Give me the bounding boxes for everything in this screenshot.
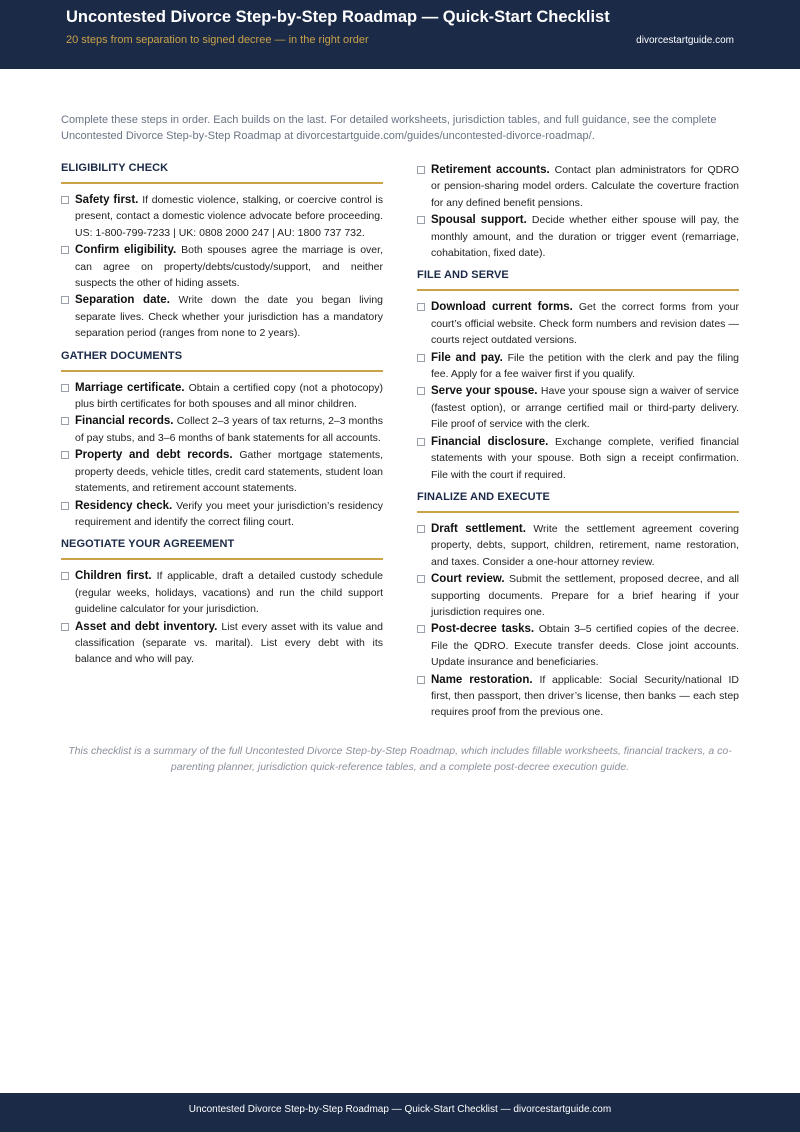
section-title: FILE AND SERVE (417, 269, 739, 291)
item-text: Get the correct forms from your court’s official website. Check form numbers and revision dates — courts reject outdated versions. (431, 301, 739, 347)
item-text: Verify you meet your jurisdiction’s residency requirement and identify the correct filing court. (75, 499, 383, 528)
item-text: Have your spouse sign a waiver of service (fastest option), or arrange certified mail or third-party delivery. File proof of service with the clerk. (431, 385, 739, 431)
page-subtitle: 20 steps from separation to signed decree — in the right order (66, 34, 369, 46)
item-text: Contact plan administrators for QDRO or pension-sharing model orders. Calculate the coverture fraction for any defined benefit pensions. (431, 164, 739, 209)
checkbox[interactable] (417, 575, 425, 583)
checkbox[interactable] (61, 451, 69, 459)
section-gather-documents (61, 350, 383, 531)
page-footer (0, 1093, 800, 1132)
item-title: Asset and debt inventory. (75, 620, 222, 633)
item-text: Write down the date you began living separate lives. Check whether your jurisdiction has a mandatory separation period (ranges from none to 2 years). (75, 294, 383, 340)
item-title: Financial records. (75, 415, 177, 428)
section-file-and-serve (417, 269, 739, 482)
checkbox[interactable] (61, 502, 69, 510)
item-title: Property and debt records. (75, 449, 240, 462)
checkbox[interactable] (417, 525, 425, 533)
item-title: Separation date. (75, 294, 179, 307)
checkbox[interactable] (61, 384, 69, 392)
checklist-item (417, 212, 739, 261)
checklist-item (61, 192, 383, 241)
item-text: Exchange complete, verified financial statements with your spouse. Both sign a receipt confirmation. File with the court if required. (431, 435, 739, 481)
section-negotiate-agreement (61, 538, 383, 667)
item-text: Write the settlement agreement covering property, debts, support, children, retirement, name restoration, and taxes. Consider a one-hour attorney review. (431, 522, 739, 568)
checklist-item (61, 413, 383, 446)
item-text: If applicable, draft a detailed custody schedule (regular weeks, holidays, vacations) and run the child support guideline calculator for your jurisdiction. (75, 570, 384, 616)
item-title: File and pay. (431, 351, 508, 364)
header-site-name: divorcestartguide.com (636, 35, 734, 46)
checklist-item (417, 621, 739, 670)
item-text: Decide whether either spouse will pay, the monthly amount, and the duration or trigger event (remarriage, cohabitation, fixed date). (431, 214, 739, 260)
item-text: Obtain 3–5 certified copies of the decree. File the QDRO. Execute transfer deeds. Close joint accounts. Update insurance and beneficiaries. (431, 623, 739, 669)
checklist-item (61, 498, 383, 531)
summary-note: This checklist is a summary of the full Uncontested Divorce Step-by-Step Roadmap, which includes fillable worksheets, financial trackers, a co-parenting planner, jurisdiction quick-reference tables, and a complete post-decree execution guide. (68, 745, 732, 773)
page-title: Uncontested Divorce Step-by-Step Roadmap — Quick-Start Checklist (66, 8, 610, 26)
item-text: If domestic violence, stalking, or coercive control is present, contact a domestic violence advocate before proceeding. US: 1-800-799-7233 | UK: 0808 2000 247 | AU: 1800 737 732. (75, 194, 384, 239)
checklist-item (61, 292, 383, 341)
item-text: If applicable: Social Security/national ID first, then passport, then driver’s license, then banks — each step requires proof from the previous one. (431, 673, 739, 719)
checkbox[interactable] (61, 417, 69, 425)
checklist-item (417, 434, 739, 483)
section-eligibility-check (61, 162, 383, 342)
checklist-column-right (417, 162, 739, 729)
checkbox[interactable] (417, 303, 425, 311)
checkbox[interactable] (417, 676, 425, 684)
item-text: File the petition with the clerk and pay the filing fee. Apply for a fee waiver first if you qualify. (431, 351, 739, 381)
checklist-item (417, 162, 739, 211)
item-text: Collect 2–3 years of tax returns, 2–3 months of pay stubs, and 3–6 months of bank statements for all accounts. (75, 415, 383, 444)
section-title: ELIGIBILITY CHECK (61, 162, 383, 184)
checkbox[interactable] (61, 196, 69, 204)
item-title: Draft settlement. (431, 522, 534, 535)
item-title: Financial disclosure. (431, 435, 556, 448)
item-text: List every asset with its value and classification (separate vs. marital). List every debt with its balance and who will pay. (75, 620, 383, 666)
checkbox[interactable] (417, 166, 425, 174)
section-title: GATHER DOCUMENTS (61, 350, 383, 372)
checkbox[interactable] (61, 246, 69, 254)
item-title: Residency check. (75, 499, 177, 512)
item-text: Obtain a certified copy (not a photocopy) plus birth certificates for both spouses and all minor children. (75, 381, 384, 411)
section-negotiate-agreement-continued (417, 162, 739, 261)
item-title: Serve your spouse. (431, 385, 541, 398)
checkbox[interactable] (417, 216, 425, 224)
checkbox[interactable] (417, 387, 425, 395)
checkbox[interactable] (61, 572, 69, 580)
checkbox[interactable] (417, 354, 425, 362)
checkbox[interactable] (61, 296, 69, 304)
item-title: Safety first. (75, 194, 143, 206)
item-text: Both spouses agree the marriage is over, can agree on property/debts/custody/support, and neither suspects the other of hiding assets. (75, 244, 383, 290)
item-title: Spousal support. (431, 214, 532, 227)
checklist-item (61, 619, 383, 668)
checkbox[interactable] (417, 625, 425, 633)
checklist-item (417, 350, 739, 383)
checklist-item (417, 299, 739, 348)
checklist-item (61, 568, 383, 617)
checklist-column-left (61, 162, 383, 676)
item-title: Confirm eligibility. (75, 244, 182, 257)
item-text: Submit the settlement, proposed decree, and all supporting documents. Prepare for a brief hearing if your jurisdiction requires one. (431, 573, 740, 618)
footer-text: Uncontested Divorce Step-by-Step Roadmap — Quick-Start Checklist — divorcestartguide.com (188, 1104, 612, 1115)
item-text: Gather mortgage statements, property deeds, vehicle titles, credit card statements, student loan statements, and retirement account statements. (75, 449, 383, 495)
checklist-item (417, 672, 739, 721)
checklist-item (61, 447, 383, 496)
item-title: Post-decree tasks. (431, 623, 539, 636)
intro-text: Complete these steps in order. Each builds on the last. For detailed worksheets, jurisdiction tables, and full guidance, see the complete Uncontested Divorce Step-by-Step Roadmap at divorcestartguide.com/guides/uncontested-divorce-roadmap/. (61, 114, 717, 142)
checklist-item (417, 383, 739, 432)
section-title: NEGOTIATE YOUR AGREEMENT (61, 538, 383, 560)
checkbox[interactable] (61, 623, 69, 631)
section-title: FINALIZE AND EXECUTE (417, 491, 739, 513)
checkbox[interactable] (417, 438, 425, 446)
checklist-item (417, 521, 739, 570)
item-title: Children first. (75, 570, 157, 583)
item-title: Name restoration. (431, 673, 540, 686)
checklist-item (61, 380, 383, 413)
item-title: Marriage certificate. (75, 381, 189, 394)
checklist-item (61, 242, 383, 291)
section-finalize-and-execute (417, 491, 739, 721)
checklist-item (417, 571, 739, 620)
page-header (0, 0, 800, 69)
item-title: Court review. (431, 573, 509, 586)
item-title: Retirement accounts. (431, 164, 555, 176)
item-title: Download current forms. (431, 301, 579, 314)
